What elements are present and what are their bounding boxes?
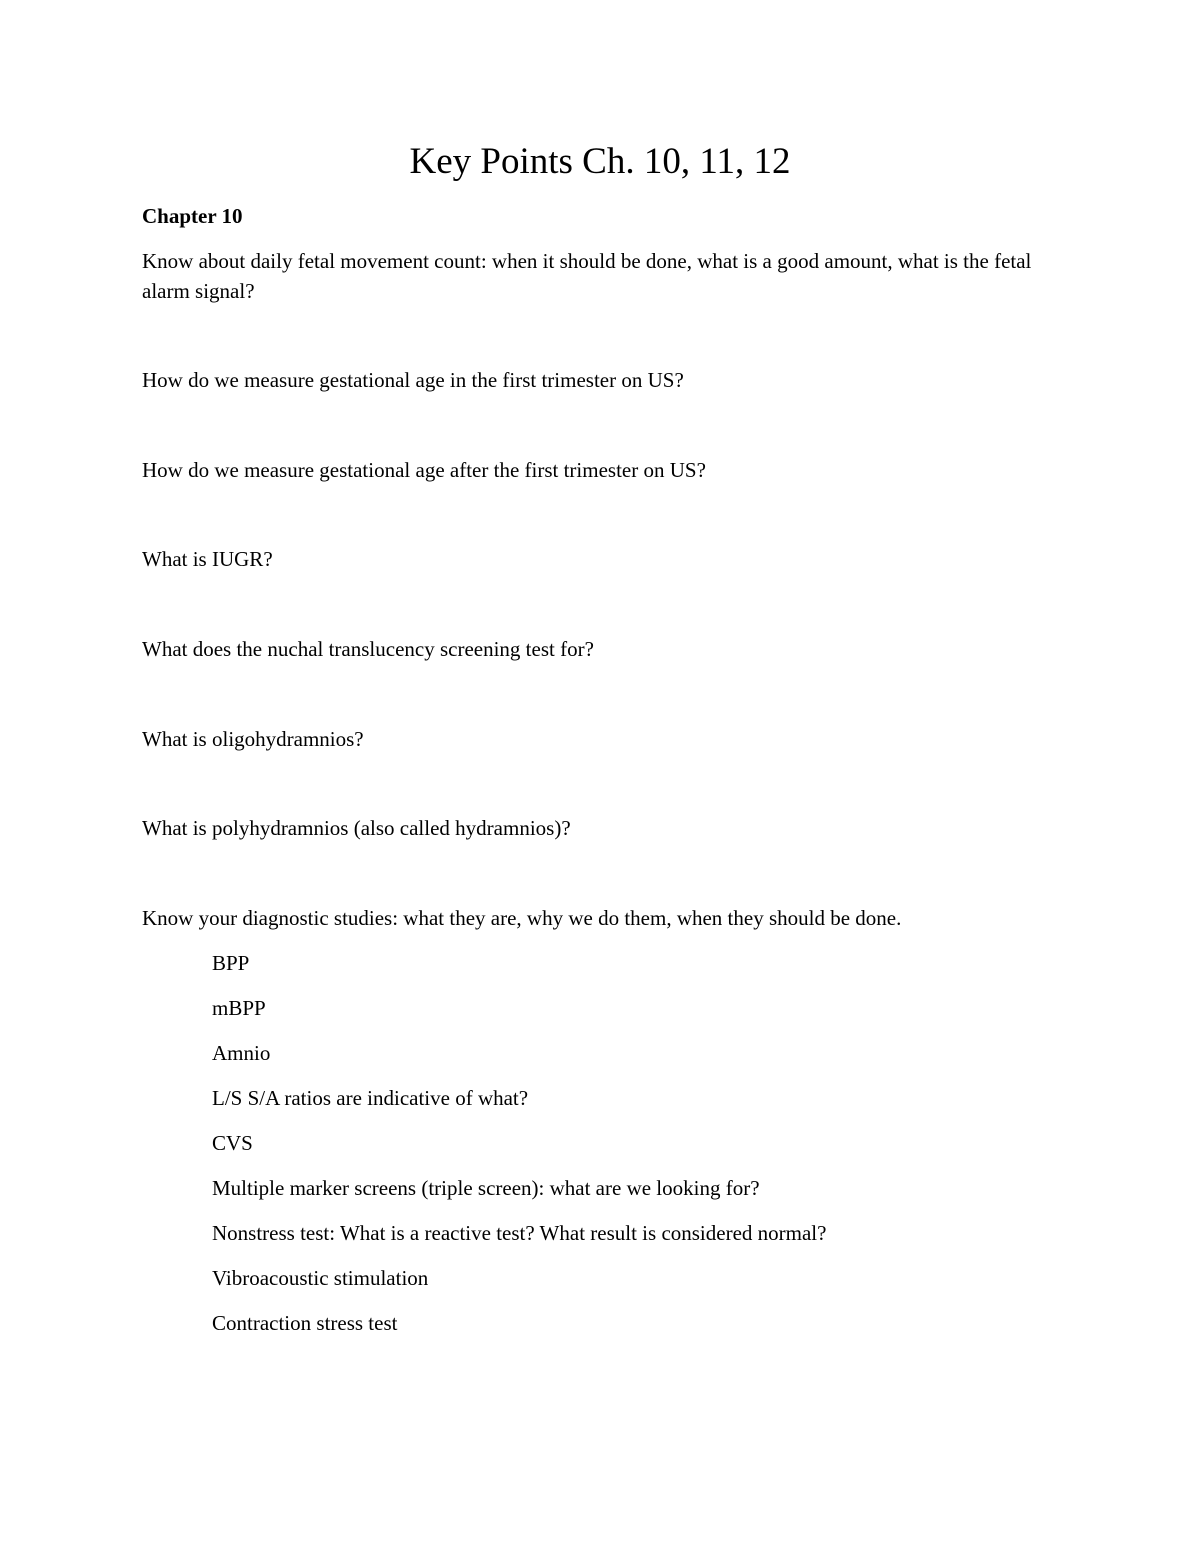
question-nuchal-translucency: What does the nuchal translucency screening test for? bbox=[142, 637, 594, 661]
page-title: Key Points Ch. 10, 11, 12 bbox=[409, 141, 791, 182]
study-item-vibroacoustic: Vibroacoustic stimulation bbox=[212, 1266, 429, 1290]
study-item-nonstress-test: Nonstress test: What is a reactive test? What result is considered normal? bbox=[212, 1221, 827, 1245]
study-item-cvs: CVS bbox=[212, 1131, 253, 1155]
study-item-mbpp: mBPP bbox=[212, 996, 266, 1020]
diagnostic-studies-intro: Know your diagnostic studies: what they are, why we do them, when they should be done. bbox=[142, 906, 902, 930]
study-item-bpp: BPP bbox=[212, 951, 250, 975]
study-item-multiple-marker: Multiple marker screens (triple screen): what are we looking for? bbox=[212, 1176, 760, 1200]
question-fetal-movement: Know about daily fetal movement count: when it should be done, what is a good amount, what is the fetal alarm signal? bbox=[142, 249, 1032, 303]
study-item-amnio: Amnio bbox=[212, 1041, 271, 1065]
question-oligohydramnios: What is oligohydramnios? bbox=[142, 727, 364, 751]
study-item-ls-sa-ratios: L/S S/A ratios are indicative of what? bbox=[212, 1086, 529, 1110]
question-gestational-age-after: How do we measure gestational age after the first trimester on US? bbox=[142, 458, 706, 482]
question-iugr: What is IUGR? bbox=[142, 547, 273, 571]
question-polyhydramnios: What is polyhydramnios (also called hydramnios)? bbox=[142, 816, 571, 840]
question-gestational-age-first: How do we measure gestational age in the first trimester on US? bbox=[142, 368, 684, 392]
chapter-heading: Chapter 10 bbox=[142, 204, 243, 228]
study-item-contraction-stress: Contraction stress test bbox=[212, 1311, 398, 1335]
